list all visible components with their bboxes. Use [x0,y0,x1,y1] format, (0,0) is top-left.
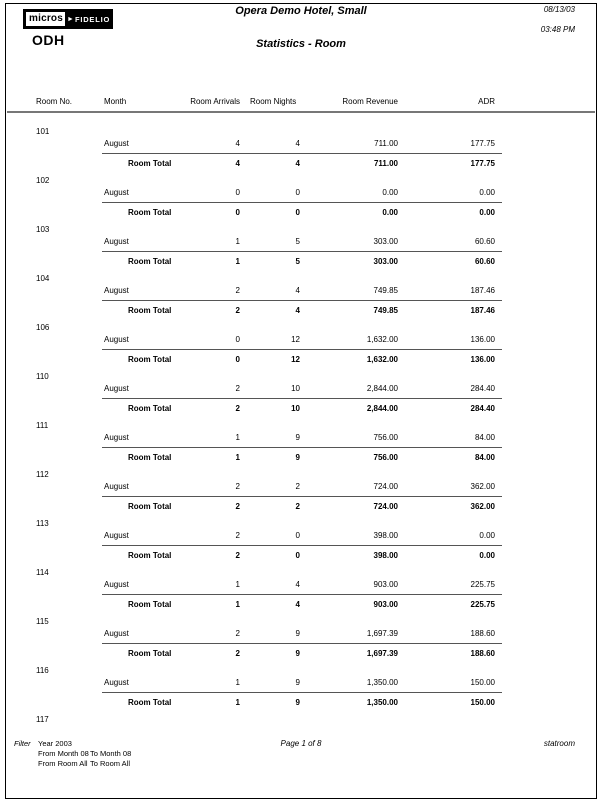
room-number: 116 [36,666,49,675]
month-data-row [36,138,502,150]
total-revenue-cell: 2,844.00 [366,404,398,413]
total-adr-cell: 136.00 [470,355,495,364]
hotel-name-title: Opera Demo Hotel, Small [235,5,367,17]
room-number: 111 [36,421,49,430]
total-nights-cell: 12 [291,355,300,364]
total-nights-cell: 4 [295,600,300,609]
arrivals-cell: 2 [235,286,240,295]
total-adr-cell: 60.60 [474,257,495,266]
property-code: ODH [32,32,65,48]
total-arrivals-cell: 0 [235,208,240,217]
month-data-row [36,236,502,248]
total-divider [102,398,502,399]
room-block [0,224,502,268]
filter-row-left: From Month 08 [38,749,89,758]
room-total-row [36,305,502,317]
adr-cell: 362.00 [470,482,495,491]
total-revenue-cell: 1,350.00 [366,698,398,707]
adr-cell: 60.60 [474,237,495,246]
room-number: 106 [36,323,50,332]
room-number: 114 [36,568,49,577]
room-block [0,273,502,317]
month-cell: August [104,580,129,589]
month-data-row [36,530,502,542]
arrivals-cell: 2 [235,384,240,393]
total-nights-cell: 4 [295,159,300,168]
report-time: 03:48 PM [540,25,575,34]
room-number: 117 [36,715,49,724]
room-number: 104 [36,274,50,283]
room-total-row [36,452,502,464]
total-revenue-cell: 724.00 [373,502,398,511]
total-divider [102,545,502,546]
total-revenue-cell: 749.85 [373,306,398,315]
total-arrivals-cell: 1 [235,257,240,266]
month-data-row [36,432,502,444]
report-title: Statistics - Room [256,38,346,50]
page-number: Page 1 of 8 [280,739,322,748]
month-cell: August [104,335,129,344]
total-nights-cell: 10 [291,404,300,413]
room-number-row [36,322,502,334]
month-cell: August [104,237,129,246]
adr-cell: 136.00 [470,335,495,344]
adr-cell: 150.00 [470,678,495,687]
month-data-row [36,285,502,297]
month-data-row [36,628,502,640]
nights-cell: 9 [295,678,300,687]
room-total-row [36,354,502,366]
arrivals-cell: 2 [235,531,240,540]
month-cell: August [104,188,129,197]
arrivals-cell: 2 [235,629,240,638]
arrivals-cell: 2 [235,482,240,491]
column-header-row [36,96,502,108]
room-number-row [36,665,502,677]
total-nights-cell: 4 [295,306,300,315]
table-body [0,126,502,731]
total-adr-cell: 177.75 [470,159,495,168]
total-arrivals-cell: 2 [235,551,240,560]
room-total-label: Room Total [128,600,172,609]
room-total-label: Room Total [128,355,172,364]
room-number-row [36,224,502,236]
column-header-room-revenue: Room Revenue [342,97,398,106]
adr-cell: 284.40 [470,384,495,393]
room-number-row [36,126,502,138]
month-cell: August [104,286,129,295]
room-number: 115 [36,617,49,626]
filter-label: Filter [14,739,31,748]
total-nights-cell: 9 [295,453,300,462]
total-divider [102,643,502,644]
month-data-row [36,677,502,689]
nights-cell: 4 [295,286,300,295]
arrivals-cell: 0 [235,188,240,197]
revenue-cell: 1,697.39 [366,629,398,638]
nights-cell: 12 [291,335,300,344]
room-number-row [36,469,502,481]
month-cell: August [104,531,129,540]
adr-cell: 84.00 [474,433,495,442]
room-total-label: Room Total [128,257,172,266]
revenue-cell: 303.00 [373,237,398,246]
month-cell: August [104,482,129,491]
adr-cell: 0.00 [479,188,495,197]
nights-cell: 2 [295,482,300,491]
nights-cell: 4 [295,580,300,589]
month-data-row [36,334,502,346]
room-block [0,469,502,513]
arrivals-cell: 4 [235,139,240,148]
room-number-row [36,518,502,530]
room-total-row [36,599,502,611]
month-cell: August [104,678,129,687]
month-data-row [36,579,502,591]
month-cell: August [104,384,129,393]
room-number: 113 [36,519,49,528]
revenue-cell: 749.85 [373,286,398,295]
room-number-row [36,567,502,579]
room-number-row [36,175,502,187]
total-adr-cell: 84.00 [474,453,495,462]
total-arrivals-cell: 2 [235,306,240,315]
room-total-row [36,158,502,170]
filter-row-right: To Month 08 [90,749,132,758]
nights-cell: 10 [291,384,300,393]
total-revenue-cell: 398.00 [373,551,398,560]
room-number: 101 [36,127,50,136]
column-header-month: Month [104,97,127,106]
total-adr-cell: 225.75 [470,600,495,609]
adr-cell: 225.75 [470,580,495,589]
arrivals-cell: 1 [235,433,240,442]
adr-cell: 188.60 [470,629,495,638]
total-revenue-cell: 1,697.39 [366,649,398,658]
room-number-row [36,616,502,628]
total-adr-cell: 0.00 [479,551,495,560]
room-total-label: Room Total [128,404,172,413]
nights-cell: 9 [295,629,300,638]
room-number: 103 [36,225,50,234]
total-nights-cell: 9 [295,698,300,707]
room-block [0,714,502,726]
arrivals-cell: 1 [235,580,240,589]
room-block [0,616,502,660]
month-data-row [36,383,502,395]
room-total-row [36,403,502,415]
revenue-cell: 1,632.00 [366,335,398,344]
room-block [0,420,502,464]
nights-cell: 9 [295,433,300,442]
filter-row [38,749,131,759]
total-revenue-cell: 756.00 [373,453,398,462]
header-divider [7,111,595,113]
column-header-room-no: Room No. [36,97,73,106]
logo-arrow-icon: ► [67,15,74,23]
total-adr-cell: 150.00 [470,698,495,707]
total-adr-cell: 0.00 [479,208,495,217]
total-divider [102,692,502,693]
room-total-row [36,501,502,513]
total-divider [102,447,502,448]
room-block [0,175,502,219]
room-total-row [36,550,502,562]
room-number-row [36,714,502,726]
total-nights-cell: 0 [295,208,300,217]
total-nights-cell: 2 [295,502,300,511]
filter-row-right: To Room All [90,759,131,768]
total-divider [102,594,502,595]
total-adr-cell: 362.00 [470,502,495,511]
column-header-adr: ADR [478,97,495,106]
logo-micros-text: micros [25,11,66,27]
revenue-cell: 2,844.00 [366,384,398,393]
report-date: 08/13/03 [543,5,575,14]
room-number-row [36,273,502,285]
filter-row [38,759,131,769]
total-nights-cell: 5 [295,257,300,266]
total-divider [102,349,502,350]
room-total-label: Room Total [128,502,172,511]
adr-cell: 187.46 [470,286,495,295]
total-nights-cell: 0 [295,551,300,560]
room-block [0,126,502,170]
month-cell: August [104,139,129,148]
filter-row-left: Year 2003 [38,739,72,748]
total-nights-cell: 9 [295,649,300,658]
column-header-room-arrivals: Room Arrivals [190,97,240,106]
room-number: 102 [36,176,50,185]
total-arrivals-cell: 4 [235,159,240,168]
total-arrivals-cell: 2 [235,649,240,658]
total-adr-cell: 187.46 [470,306,495,315]
total-arrivals-cell: 1 [235,453,240,462]
room-total-label: Room Total [128,159,172,168]
room-total-label: Room Total [128,649,172,658]
room-number: 112 [36,470,49,479]
total-revenue-cell: 1,632.00 [366,355,398,364]
revenue-cell: 0.00 [382,188,398,197]
room-total-row [36,207,502,219]
room-total-label: Room Total [128,551,172,560]
room-total-label: Room Total [128,306,172,315]
room-total-row [36,648,502,660]
arrivals-cell: 0 [235,335,240,344]
total-divider [102,496,502,497]
total-divider [102,251,502,252]
total-arrivals-cell: 1 [235,698,240,707]
column-header-room-nights: Room Nights [250,97,297,106]
nights-cell: 0 [295,188,300,197]
month-data-row [36,481,502,493]
total-arrivals-cell: 1 [235,600,240,609]
total-adr-cell: 188.60 [470,649,495,658]
month-cell: August [104,629,129,638]
nights-cell: 4 [295,139,300,148]
total-revenue-cell: 903.00 [373,600,398,609]
revenue-cell: 903.00 [373,580,398,589]
nights-cell: 5 [295,237,300,246]
revenue-cell: 724.00 [373,482,398,491]
report-code: statroom [543,739,575,748]
total-arrivals-cell: 2 [235,502,240,511]
room-number-row [36,420,502,432]
total-revenue-cell: 711.00 [373,159,398,168]
arrivals-cell: 1 [235,237,240,246]
room-block [0,322,502,366]
filter-row-left: From Room All [38,759,88,768]
total-divider [102,300,502,301]
room-total-row [36,697,502,709]
total-divider [102,202,502,203]
total-revenue-cell: 303.00 [373,257,398,266]
month-data-row [36,187,502,199]
room-block [0,518,502,562]
room-number: 110 [36,372,49,381]
room-block [0,371,502,415]
adr-cell: 177.75 [470,139,495,148]
room-total-label: Room Total [128,698,172,707]
total-arrivals-cell: 0 [235,355,240,364]
room-block [0,665,502,709]
revenue-cell: 1,350.00 [366,678,398,687]
total-arrivals-cell: 2 [235,404,240,413]
arrivals-cell: 1 [235,678,240,687]
revenue-cell: 398.00 [373,531,398,540]
total-revenue-cell: 0.00 [382,208,398,217]
revenue-cell: 711.00 [374,139,398,148]
room-block [0,567,502,611]
revenue-cell: 756.00 [373,433,398,442]
room-total-label: Room Total [128,208,172,217]
logo-fidelio-text: FIDELIO [74,14,111,24]
nights-cell: 0 [295,531,300,540]
total-divider [102,153,502,154]
room-total-row [36,256,502,268]
month-cell: August [104,433,129,442]
total-adr-cell: 284.40 [470,404,495,413]
adr-cell: 0.00 [479,531,495,540]
room-total-label: Room Total [128,453,172,462]
room-number-row [36,371,502,383]
